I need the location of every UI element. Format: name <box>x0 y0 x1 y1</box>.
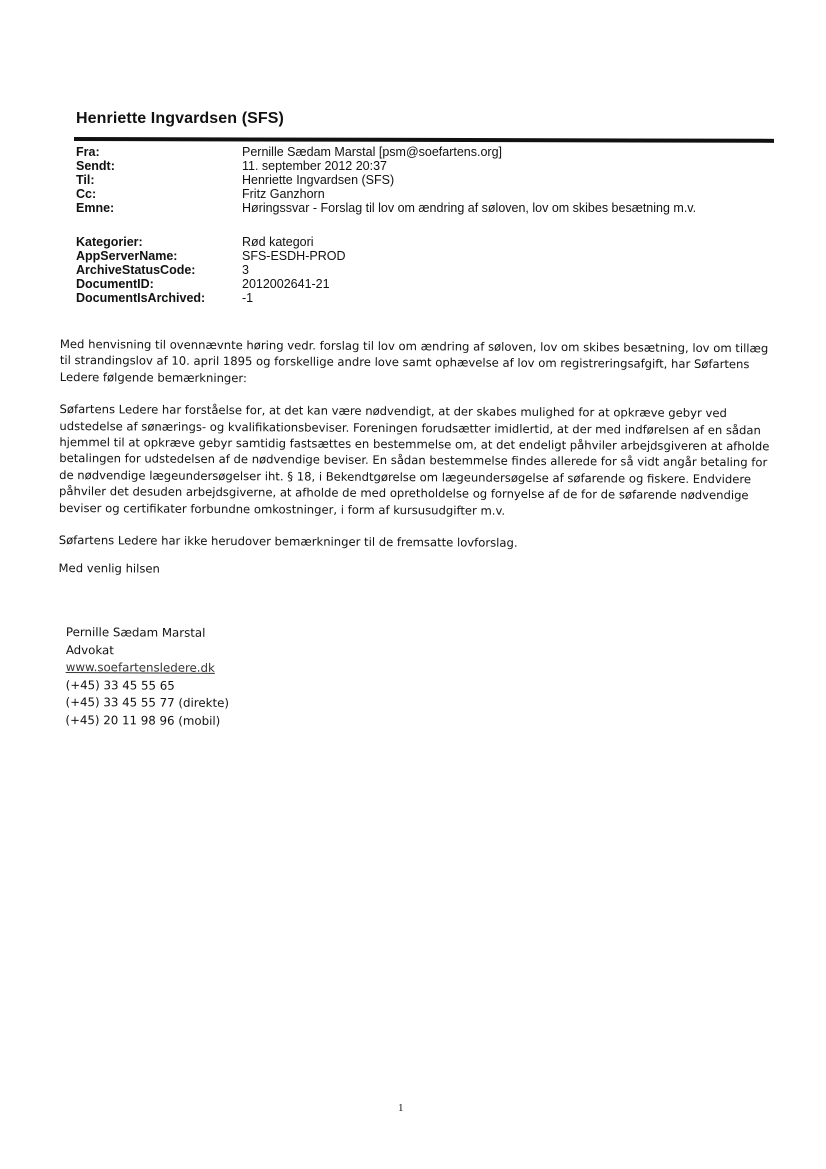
header-row-cc <box>76 187 796 201</box>
signature-role: Advokat <box>65 642 114 657</box>
signature-phone-mobile: (+45) 20 11 98 96 (mobil) <box>65 712 221 728</box>
header-row-subject <box>76 201 796 215</box>
meta-row-server <box>76 249 796 263</box>
body-paragraph: Søfartens Ledere har ikke herudover bemærkninger til de fremsatte lovforslag. <box>58 533 518 550</box>
body-paragraph: Med henvisning til ovennævnte høring vedr. forslag til lov om ændring af søloven, lov om skibes besætning, lov om tillæg til strandingslov af 10. april 1895 og forskellige andre love samt ophævelse af lov om registreringsafgift, har Søfartens Ledere følgende bemærkninger: <box>59 336 769 385</box>
document-metadata <box>76 235 796 305</box>
meta-row-is-archived <box>76 291 796 305</box>
closing-greeting: Med venlig hilsen <box>58 561 160 577</box>
meta-label: ArchiveStatusCode: <box>76 263 196 277</box>
meta-label: DocumentIsArchived: <box>76 291 206 305</box>
page-title: Henriette Ingvardsen (SFS) <box>76 110 284 127</box>
email-header <box>76 145 796 215</box>
signature-website-link[interactable]: www.soefartensledere.dk <box>65 660 215 676</box>
header-value-sent: 11. september 2012 20:37 <box>242 159 388 173</box>
email-body <box>58 336 780 597</box>
header-label: Fra: <box>76 145 100 159</box>
meta-label: AppServerName: <box>76 249 178 263</box>
header-value-to: Henriette Ingvardsen (SFS) <box>242 173 395 187</box>
header-label: Til: <box>76 173 95 187</box>
meta-label: DocumentID: <box>76 277 154 291</box>
header-row-to <box>76 173 796 187</box>
signature-phone-direct: (+45) 33 45 55 77 (direkte) <box>65 695 229 711</box>
title-divider <box>74 137 774 143</box>
page-number: 1 <box>398 1102 404 1114</box>
header-label: Cc: <box>76 187 97 201</box>
meta-value-category: Rød kategori <box>242 235 314 249</box>
meta-value-archive-status: 3 <box>242 263 249 277</box>
meta-row-category <box>76 235 796 249</box>
header-value-cc: Fritz Ganzhorn <box>242 187 325 201</box>
meta-row-archive-status <box>76 263 796 277</box>
meta-label: Kategorier: <box>76 235 143 249</box>
header-value-from: Pernille Sædam Marstal [psm@soefartens.org] <box>242 145 503 159</box>
meta-row-document-id <box>76 277 796 291</box>
header-value-subject: Høringssvar - Forslag til lov om ændring af søloven, lov om skibes besætning m.v. <box>242 201 697 215</box>
signature-name: Pernille Sædam Marstal <box>65 625 206 640</box>
header-row-from <box>76 145 796 159</box>
header-row-sent <box>76 159 796 173</box>
meta-value-document-id: 2012002641-21 <box>242 277 330 291</box>
body-paragraph: Søfartens Ledere har forståelse for, at det kan være nødvendigt, at der skabes mulighed for at opkræve gebyr ved udstedelse af sønærings- og kvalifikationsbeviser. Foreningen forudsætter imidlertid, at der med indførelsen af en sådan hjemmel til at opkræve gebyr samtidig fastsættes en bestemmelse om, at det endeligt påhviler arbejdsgiveren at afholde betalingen for udstedelsen af de nødvendige beviser. En sådan bestemmelse findes allerede for så vidt angår betaling for de nødvendige lægeundersøgelser iht. § 18, i Bekendtgørelse om lægeundersøgelse af søfarende og fiskere. Endvidere påhviler det desuden arbejdsgiverne, at afholde de med opretholdelse og fornyelse af de for de søfarende nødvendige beviser og certifikater forbundne omkostninger, i form af kursusudgifter m.v. <box>58 402 770 518</box>
header-label: Emne: <box>76 201 115 215</box>
signature-block <box>65 624 386 732</box>
meta-value-server: SFS-ESDH-PROD <box>242 249 346 263</box>
header-label: Sendt: <box>76 159 115 173</box>
meta-value-is-archived: -1 <box>242 291 254 305</box>
signature-phone-main: (+45) 33 45 55 65 <box>65 677 175 693</box>
